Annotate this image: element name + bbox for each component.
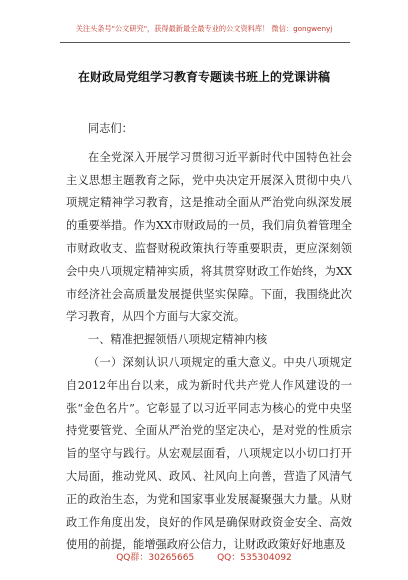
- footer-qq: QQ：535304092: [217, 553, 292, 563]
- footer-contact: [0, 550, 408, 563]
- header-banner: 关注头条号"公文研究"，获得最新最全最专业的公文资料库！ 微信：gongwenyj: [75, 24, 333, 33]
- footer-qq-group: QQ群：30265665: [116, 553, 195, 563]
- section-heading: 一、精准把握领悟八项规定精神内核: [88, 333, 268, 347]
- header-divider: [60, 42, 350, 43]
- document-body: [66, 118, 352, 557]
- salutation: 同志们：: [88, 122, 133, 135]
- paragraph-subsection: （一）深刻认识八项规定的重大意义。中央八项规定自2012年出台以来，成为新时代共产党人作风建设的一张“金色名片”。它彰显了以习近平同志为核心的党中央坚持党要管党、全面从严治党的坚定决心，是对党的性质宗旨的坚守与践行。从宏观层面看，八项规定以小切口打开大局面，推动党风、政风、社风向上向善，营造了风清气正的政治生态，为党和国家事业发展凝聚强大力量。从财政工作角度出发，良好的作风是确保财政资金安全、高效使用的前提，能增强政府公信力，让财政政策好好地惠及: [66, 355, 352, 552]
- paragraph-intro: 在全党深入开展学习贯彻习近平新时代中国特色社会主义思想主题教育之际，党中央决定开展深入贯彻中央八项规定精神学习教育，这是推动全面从严治党向纵深发展的重要举措。作为XX市财政局的一员，我们肩负着管理全市财政收支、监督财税政策执行等重要职责，更应深刻领会中央八项规定精神实质，将其贯穿财政工作始终，为XX市经济社会高质量发展提供坚实保障。下面，我围绕此次学习教育，从四个方面与大家交流。: [66, 150, 352, 324]
- document-title: 在财政局党组学习教育专题读书班上的党课讲稿: [77, 70, 330, 84]
